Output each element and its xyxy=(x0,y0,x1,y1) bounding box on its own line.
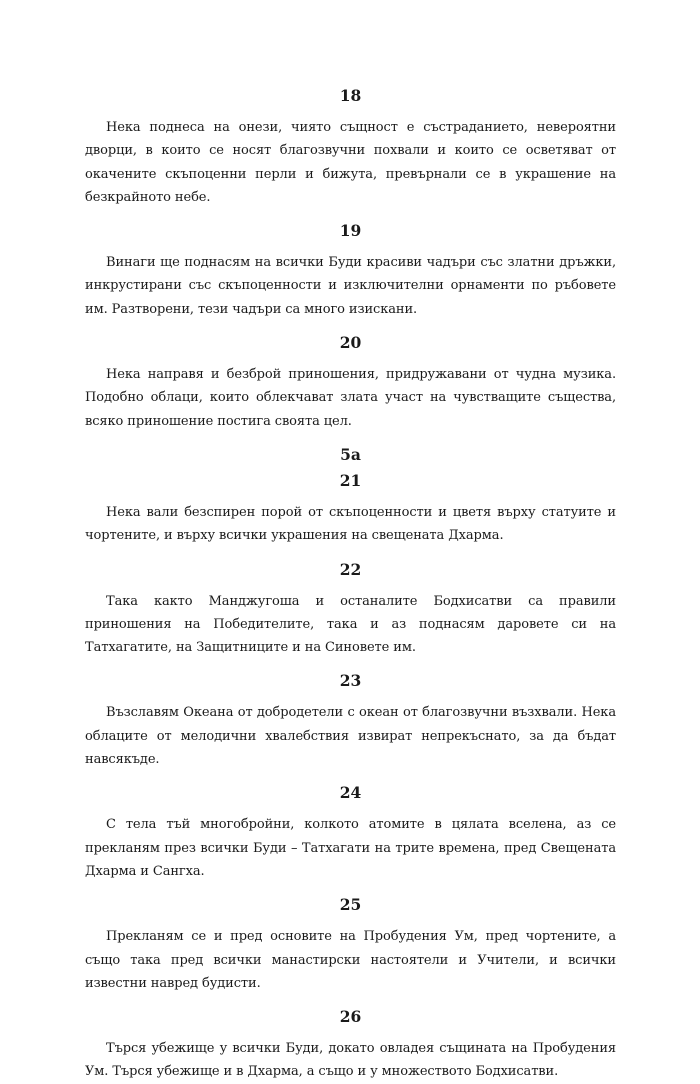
verse-text: Търся убежище у всички Буди, докато овладея същината на Пробудения Ум. Търся убежище и в Дхарма, а също и у множеството Бодхисатви. xyxy=(85,1041,616,1080)
verse-number: 25 xyxy=(339,895,362,915)
verse-number: 22 xyxy=(339,559,362,579)
verse-text: Възславям Океана от добродетели с океан от благозвучни възхвали. Нека облаците от мелодични хвалебствия извират непрекъснато, за да бъдат навсякъде. xyxy=(85,705,616,768)
verse-text: Прекланям се и пред основите на Пробудения Ум, пред чортените, а също така пред всички манастирски настоятели и Учители, и всички известни навред будисти. xyxy=(85,929,616,991)
verse-number: 24 xyxy=(339,783,362,803)
verse-text: Така както Манджугоша и останалите Бодхисатви са правили приношения на Победителите, така и аз поднасям даровете си на Татхагатите, на Защитниците и на Синовете им. xyxy=(85,593,616,656)
verse-text: Нека вали безспирен порой от скъпоценности и цветя върху статуите и чортените, и върху всички украшения на свещената Дхарма. xyxy=(85,504,616,544)
verse-number: 21 xyxy=(339,470,362,490)
verse-number: 23 xyxy=(339,671,362,691)
verse-number: 20 xyxy=(339,333,362,353)
verse-number: 26 xyxy=(339,1007,362,1027)
verse-number: 19 xyxy=(339,221,362,241)
verse-text: С тела тъй многобройни, колкото атомите в цялата вселена, аз се прекланям през всички Буди – Татхагати на трите времена, пред Свещената Дхарма и Сангха. xyxy=(85,817,616,879)
section-number: 5a xyxy=(340,444,361,464)
verse-number: 18 xyxy=(339,86,362,105)
verse-text: Нека направя и безброй приношения, придружавани от чудна музика. Подобно облаци, които облекчават злата участ на чувстващите същества, всяко приношение постига своята цел. xyxy=(85,367,616,429)
verse-text: Винаги ще поднасям на всички Буди красиви чадъри със златни дръжки, инкрустирани със скъпоценности и изключителни орнаменти по ръбовете им. Разтворени, тези чадъри са много изискани. xyxy=(85,255,616,317)
verse-text: Нека поднеса на онези, чиято същност е състраданието, невероятни дворци, в които се носят благозвучни похвали и които се осветяват от окачените скъпоценни перли и бижута, превърнали се в украшение на безкрайното небе. xyxy=(85,120,616,205)
